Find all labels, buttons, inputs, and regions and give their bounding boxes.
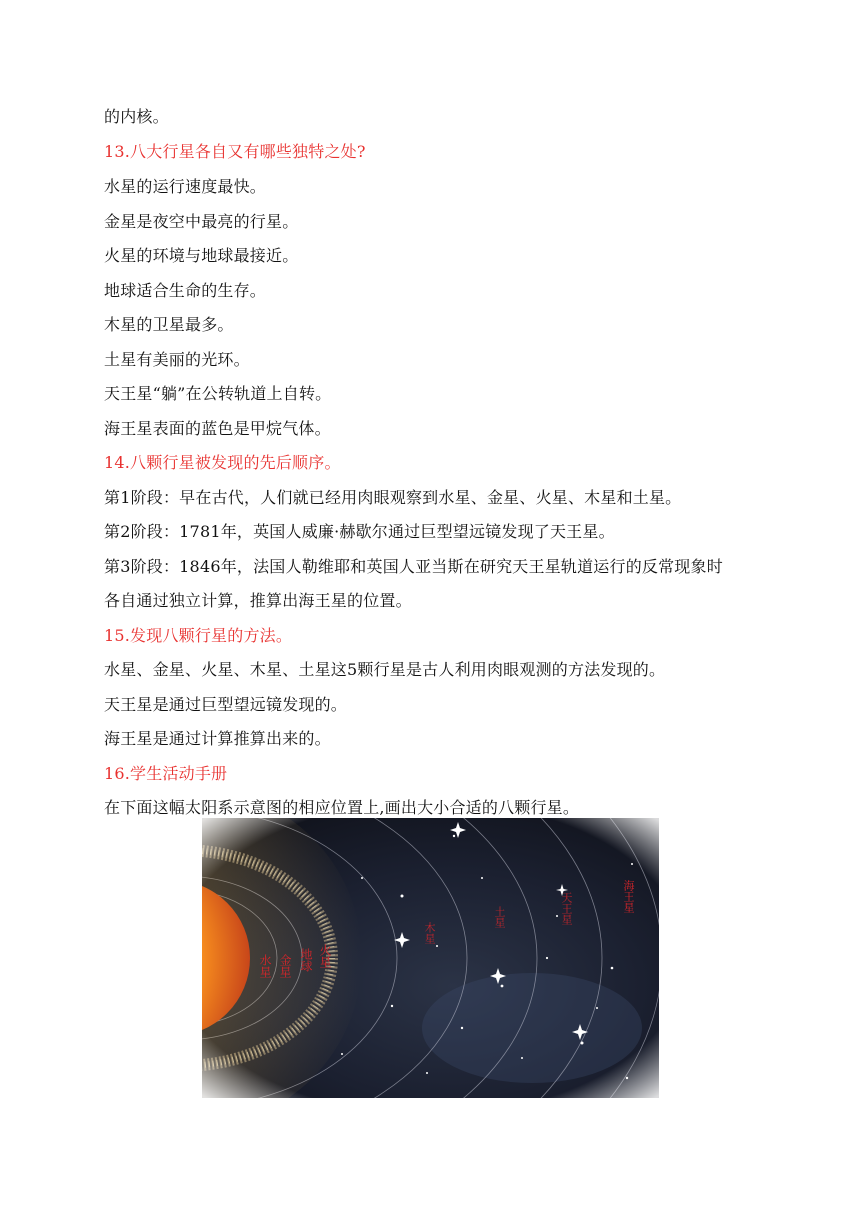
mars-label: 火星 (318, 944, 332, 968)
section-heading-15: 15.发现八颗行星的方法。 (104, 626, 293, 645)
text-line: 第2阶段：1781年，英国人威廉·赫歇尔通过巨型望远镜发现了天王星。 (104, 522, 615, 541)
saturn-label: 土星 (493, 906, 506, 928)
mercury-label: 水星 (258, 954, 272, 978)
jupiter-label: 木星 (423, 922, 436, 944)
text-line: 第1阶段：早在古代，人们就已经用肉眼观察到水星、金星、火星、木星和土星。 (104, 488, 682, 507)
earth-label: 地球 (299, 948, 313, 972)
text-line: 天王星是通过巨型望远镜发现的。 (104, 695, 348, 714)
text-line: 第3阶段：1846年，法国人勒维耶和英国人亚当斯在研究天王星轨道运行的反常现象时 (104, 557, 723, 576)
text-line: 水星的运行速度最快。 (104, 177, 267, 196)
text-line: 天王星“躺”在公转轨道上自转。 (104, 384, 332, 403)
text-line: 海王星是通过计算推算出来的。 (104, 729, 331, 748)
solar-system-diagram (202, 818, 659, 1098)
text-line: 在下面这幅太阳系示意图的相应位置上,画出大小合适的八颗行星。 (104, 798, 580, 817)
section-heading-14: 14.八颗行星被发现的先后顺序。 (104, 453, 341, 472)
uranus-label: 天王星 (560, 892, 573, 925)
text-line: 土星有美丽的光环。 (104, 350, 250, 369)
text-line: 火星的环境与地球最接近。 (104, 246, 299, 265)
text-line: 木星的卫星最多。 (104, 315, 234, 334)
venus-label: 金星 (278, 954, 292, 978)
section-heading-13: 13.八大行星各自又有哪些独特之处? (104, 142, 366, 161)
text-line: 水星、金星、火星、木星、土星这5颗行星是古人利用肉眼观测的方法发现的。 (104, 660, 666, 679)
text-line: 地球适合生命的生存。 (104, 281, 267, 300)
text-line: 各自通过独立计算，推算出海王星的位置。 (104, 591, 412, 610)
neptune-label: 海王星 (622, 880, 635, 913)
section-heading-16: 16.学生活动手册 (104, 764, 228, 783)
text-line: 的内核。 (104, 107, 169, 126)
text-line: 海王星表面的蓝色是甲烷气体。 (104, 419, 331, 438)
text-line: 金星是夜空中最亮的行星。 (104, 212, 299, 231)
